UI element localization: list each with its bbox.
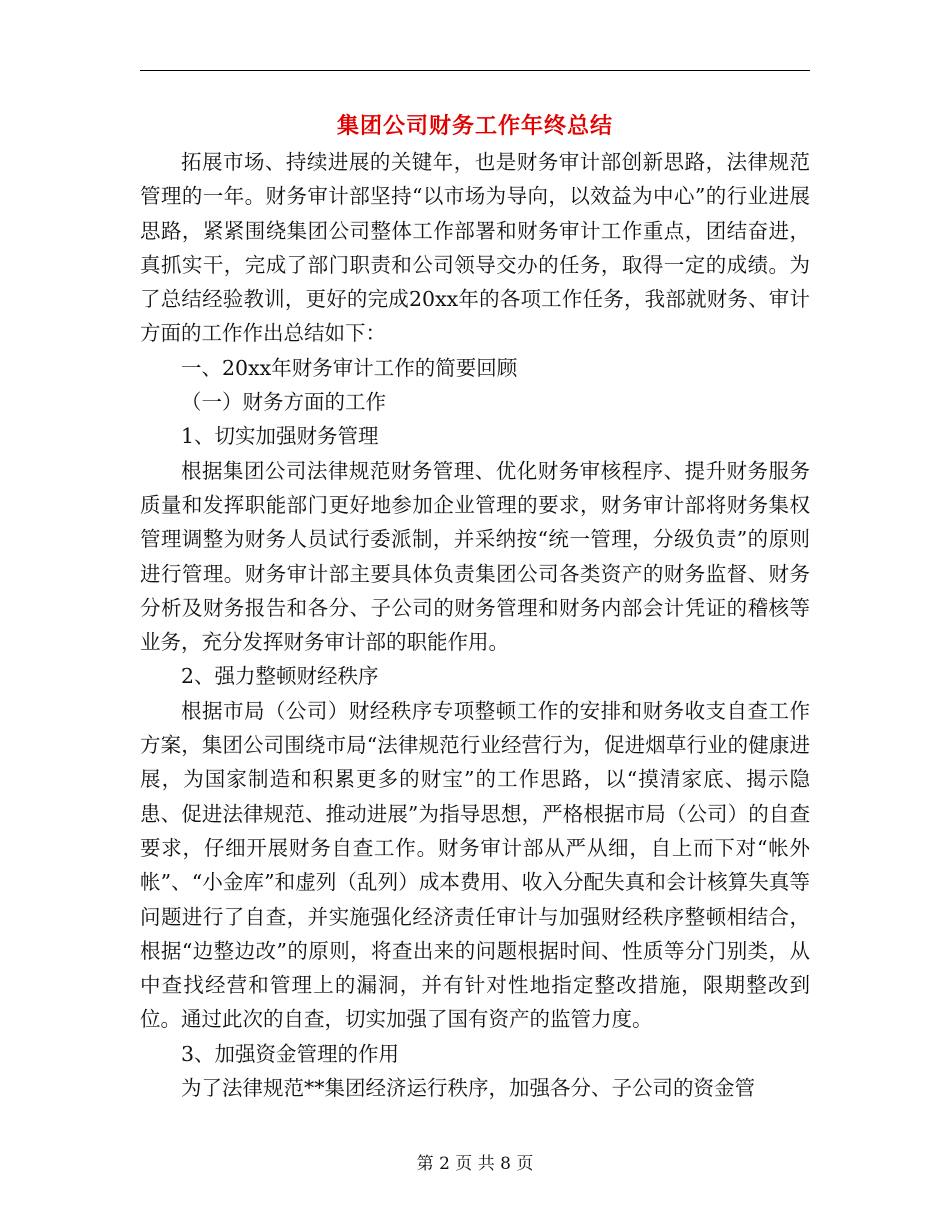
document-body [140, 145, 810, 1105]
item-heading-1: 1、切实加强财务管理 [181, 424, 379, 449]
header-rule [140, 70, 810, 71]
item-heading-3: 3、加强资金管理的作用 [181, 1041, 400, 1066]
paragraph-financial-order: 根据市局（公司）财经秩序专项整顿工作的安排和财务收支自查工作方案，集团公司围绕市局“法律规范行业经营行为，促进烟草行业的健康进展，为国家制造和积累更多的财宝”的工作思路，以“摸清家底、揭示隐患、促进法律规范、推动进展”为指导思想，严格根据市局（公司）的自查要求，仔细开展财务自查工作。财务审计部从严从细，自上而下对“帐外帐”、“小金库”和虚列（乱列）成本费用、收入分配失真和会计核算失真等问题进行了自查，并实施强化经济责任审计与加强财经秩序整顿相结合，根据“边整边改”的原则，将查出来的问题根据时间、性质等分门别类，从中查找经营和管理上的漏洞，并有针对性地指定整改措施，限期整改到位。通过此次的自查，切实加强了国有资产的监管力度。 [140, 698, 810, 1032]
paragraph-intro: 拓展市场、持续进展的关键年，也是财务审计部创新思路，法律规范管理的一年。财务审计部坚持“以市场为导向，以效益为中心”的行业进展思路，紧紧围绕集团公司整体工作部署和财务审计工作重点，团结奋进，真抓实干，完成了部门职责和公司领导交办的任务，取得一定的成绩。为了总结经验教训，更好的完成20xx年的各项工作任务，我部就财务、审计方面的工作作出总结如下： [140, 150, 810, 346]
page-number: 第 2 页 共 8 页 [416, 1154, 534, 1174]
paragraph-fund-management: 为了法律规范**集团经济运行秩序，加强各分、子公司的资金管 [181, 1076, 755, 1101]
item-heading-2: 2、强力整顿财经秩序 [181, 664, 379, 689]
subsection-heading-finance: （一）财务方面的工作 [181, 390, 386, 415]
section-heading-review: 一、20xx年财务审计工作的简要回顾 [181, 355, 518, 380]
document-title: 集团公司财务工作年终总结 [336, 113, 613, 139]
paragraph-finance-management: 根据集团公司法律规范财务管理、优化财务审核程序、提升财务服务质量和发挥职能部门更好地参加企业管理的要求，财务审计部将财务集权管理调整为财务人员试行委派制，并采纳按“统一管理，分级负责”的原则进行管理。财务审计部主要具体负责集团公司各类资产的财务监督、财务分析及财务报告和各分、子公司的财务管理和财务内部会计凭证的稽核等业务，充分发挥财务审计部的职能作用。 [140, 458, 810, 655]
